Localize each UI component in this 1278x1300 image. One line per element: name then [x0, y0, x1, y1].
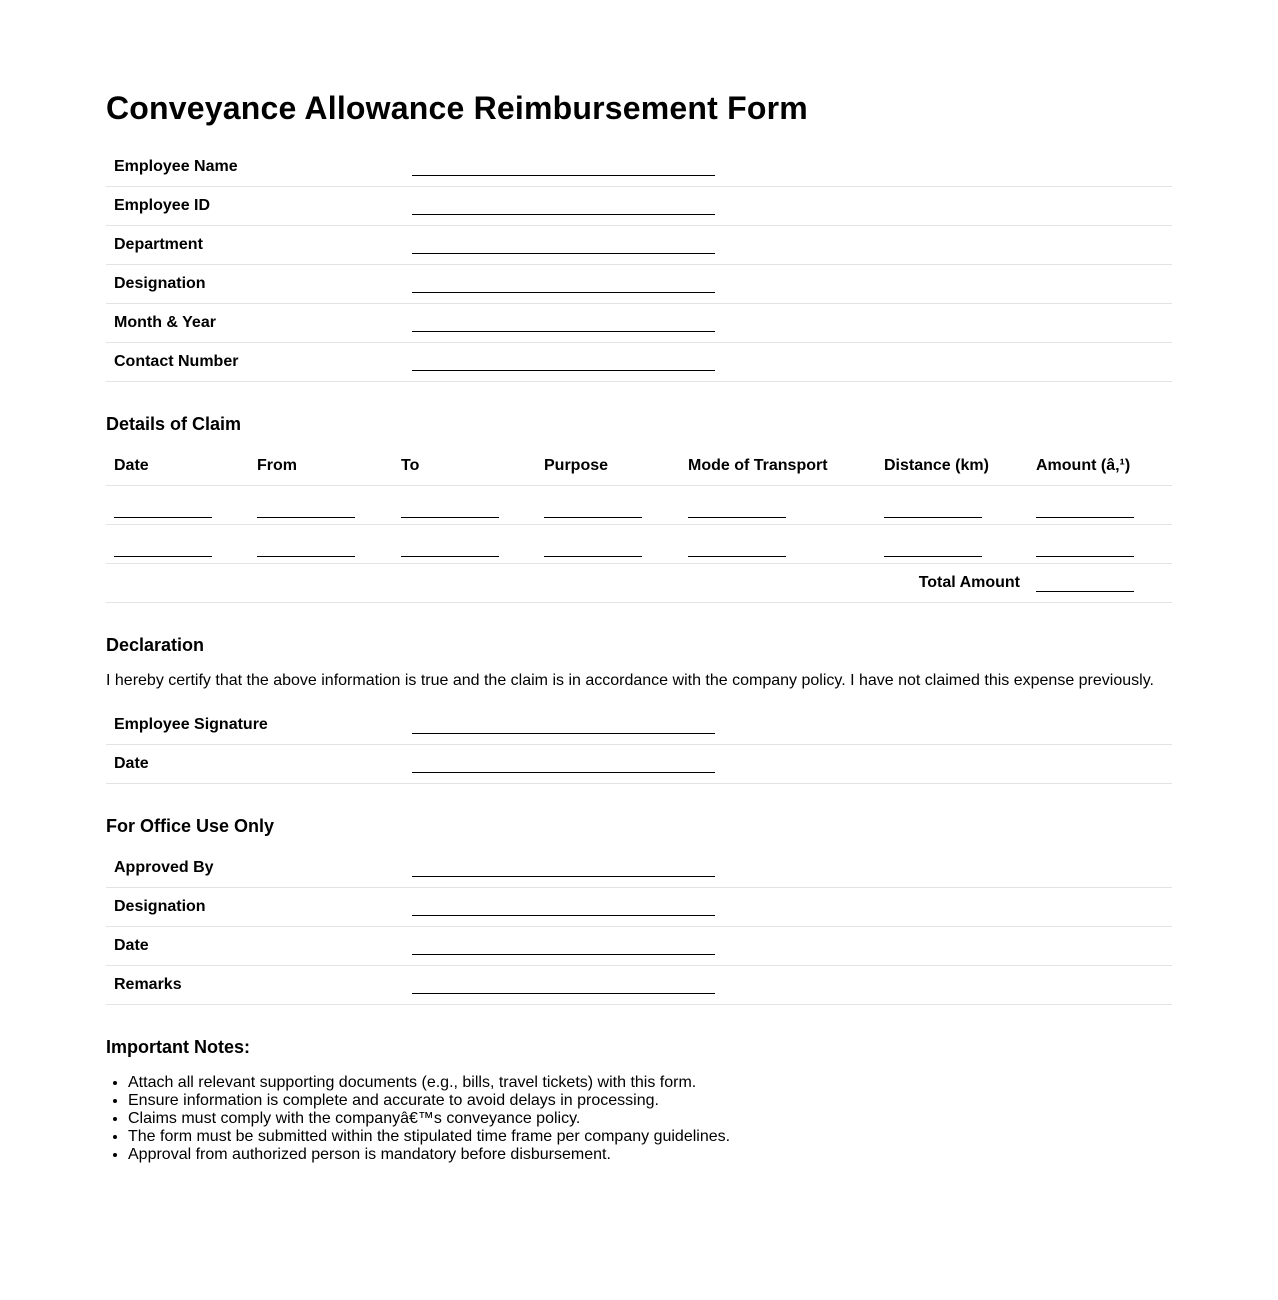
column-header-date: Date	[106, 447, 249, 486]
notes-list	[106, 1074, 730, 1164]
field-label-office-date: Date	[106, 927, 412, 966]
column-header-mode-of-transport: Mode of Transport	[680, 447, 876, 486]
claim-from-input-line[interactable]	[257, 503, 355, 518]
claim-table	[106, 447, 1172, 603]
field-row	[106, 888, 1172, 927]
field-label-designation: Designation	[106, 265, 412, 304]
total-amount-label: Total Amount	[106, 564, 1028, 603]
column-header-distance: Distance (km)	[876, 447, 1028, 486]
field-row	[106, 226, 1172, 265]
contact-number-input-line[interactable]	[412, 356, 715, 371]
field-label-month-year: Month & Year	[106, 304, 412, 343]
field-label-remarks: Remarks	[106, 966, 412, 1005]
page-title: Conveyance Allowance Reimbursement Form	[106, 90, 808, 126]
field-label-contact-number: Contact Number	[106, 343, 412, 382]
column-header-from: From	[249, 447, 393, 486]
office-use-table	[106, 849, 1172, 1005]
claim-purpose-input-line[interactable]	[544, 503, 642, 518]
total-row	[106, 564, 1172, 603]
column-header-amount: Amount (â‚¹)	[1028, 447, 1172, 486]
field-label-approved-by: Approved By	[106, 849, 412, 888]
field-label-office-designation: Designation	[106, 888, 412, 927]
declaration-fields-table	[106, 706, 1172, 784]
claim-heading: Details of Claim	[106, 414, 242, 434]
list-item: • Claims must comply with the companyâ€™s conveyance policy.	[128, 1110, 730, 1128]
notes-heading: Important Notes:	[106, 1037, 250, 1057]
declaration-text: I hereby certify that the above information is true and the claim is in accordance with the company policy. I have not claimed this expense previously.	[106, 672, 1154, 689]
remarks-input-line[interactable]	[412, 979, 715, 994]
field-row	[106, 187, 1172, 226]
office-date-input-line[interactable]	[412, 940, 715, 955]
field-label-employee-id: Employee ID	[106, 187, 412, 226]
employee-signature-input-line[interactable]	[412, 719, 715, 734]
field-row	[106, 304, 1172, 343]
field-label-employee-name: Employee Name	[106, 148, 412, 187]
field-row	[106, 849, 1172, 888]
month-year-input-line[interactable]	[412, 317, 715, 332]
field-row	[106, 927, 1172, 966]
field-label-employee-signature: Employee Signature	[106, 706, 412, 745]
declaration-date-input-line[interactable]	[412, 758, 715, 773]
field-label-department: Department	[106, 226, 412, 265]
field-row	[106, 706, 1172, 745]
claim-row	[106, 486, 1172, 525]
field-row	[106, 148, 1172, 187]
list-item: • The form must be submitted within the stipulated time frame per company guidelines.	[128, 1128, 730, 1146]
claim-date-input-line[interactable]	[114, 503, 212, 518]
column-header-to: To	[393, 447, 536, 486]
field-row	[106, 343, 1172, 382]
claim-amount-input-line[interactable]	[1036, 542, 1134, 557]
claim-header-row	[106, 447, 1172, 486]
claim-distance-input-line[interactable]	[884, 542, 982, 557]
claim-purpose-input-line[interactable]	[544, 542, 642, 557]
list-item: • Ensure information is complete and accurate to avoid delays in processing.	[128, 1092, 730, 1110]
list-item: • Attach all relevant supporting documents (e.g., bills, travel tickets) with this form.	[128, 1074, 730, 1092]
claim-date-input-line[interactable]	[114, 542, 212, 557]
department-input-line[interactable]	[412, 239, 715, 254]
claim-distance-input-line[interactable]	[884, 503, 982, 518]
claim-amount-input-line[interactable]	[1036, 503, 1134, 518]
field-row	[106, 966, 1172, 1005]
total-amount-input-line[interactable]	[1036, 577, 1134, 592]
field-row	[106, 745, 1172, 784]
field-row	[106, 265, 1172, 304]
office-use-heading: For Office Use Only	[106, 816, 275, 836]
claim-to-input-line[interactable]	[401, 542, 499, 557]
field-label-declaration-date: Date	[106, 745, 412, 784]
designation-input-line[interactable]	[412, 278, 715, 293]
employee-details-table	[106, 148, 1172, 382]
claim-mode-input-line[interactable]	[688, 542, 786, 557]
claim-from-input-line[interactable]	[257, 542, 355, 557]
claim-mode-input-line[interactable]	[688, 503, 786, 518]
claim-to-input-line[interactable]	[401, 503, 499, 518]
declaration-heading: Declaration	[106, 635, 205, 655]
approved-by-input-line[interactable]	[412, 862, 715, 877]
claim-row	[106, 525, 1172, 564]
list-item: • Approval from authorized person is mandatory before disbursement.	[128, 1146, 730, 1164]
office-designation-input-line[interactable]	[412, 901, 715, 916]
employee-name-input-line[interactable]	[412, 161, 715, 176]
employee-id-input-line[interactable]	[412, 200, 715, 215]
column-header-purpose: Purpose	[536, 447, 680, 486]
